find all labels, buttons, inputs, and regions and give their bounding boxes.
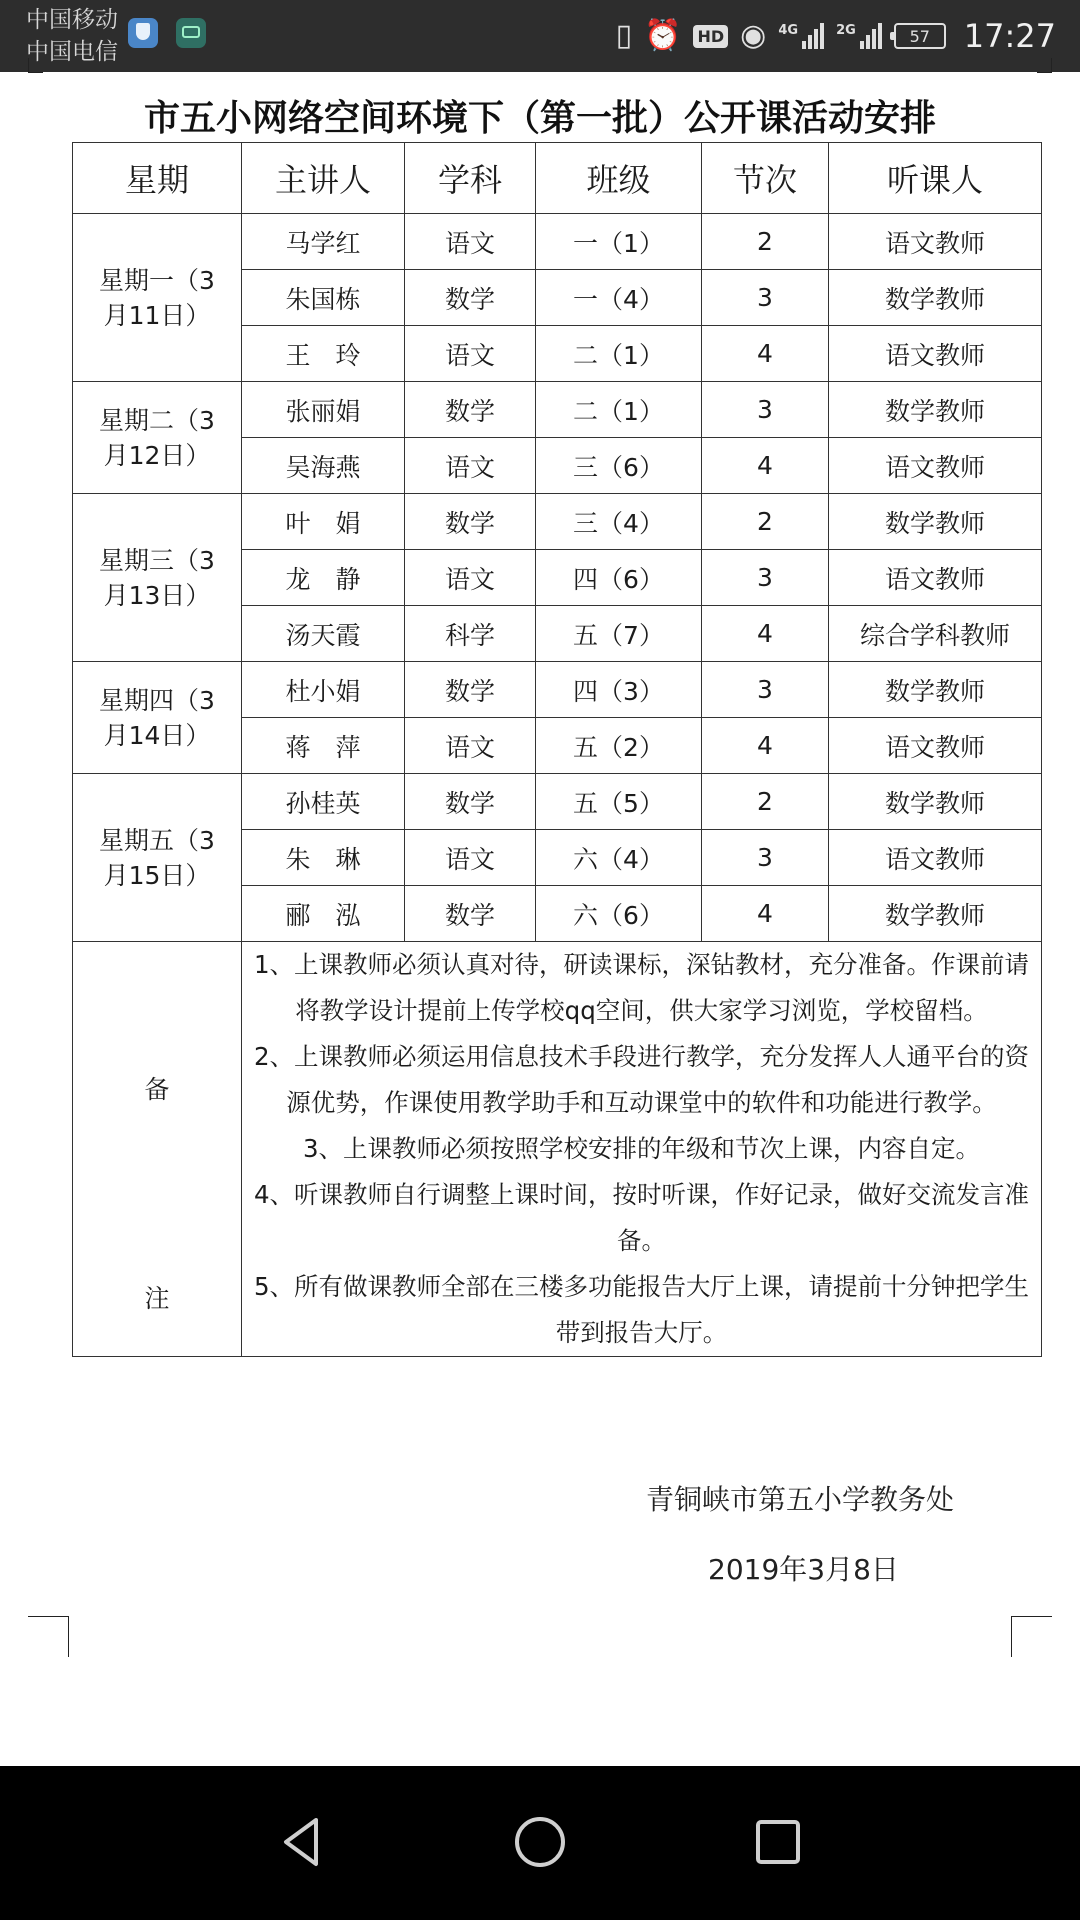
subject-cell: 语文 (405, 550, 536, 606)
audience-cell: 语文教师 (829, 438, 1042, 494)
header-teacher: 主讲人 (242, 143, 405, 214)
teacher-cell: 朱国栋 (242, 270, 405, 326)
notes-body (242, 942, 1042, 1357)
teacher-cell: 郦 泓 (242, 886, 405, 942)
class-cell: 五（2） (536, 718, 702, 774)
audience-cell: 语文教师 (829, 550, 1042, 606)
header-class: 班级 (536, 143, 702, 214)
subject-cell: 数学 (405, 494, 536, 550)
class-cell: 二（1） (536, 382, 702, 438)
class-cell: 五（7） (536, 606, 702, 662)
header-period: 节次 (702, 143, 829, 214)
day-label: 星期五（3月15日） (99, 825, 215, 890)
back-icon (272, 1812, 332, 1872)
period-cell: 3 (702, 662, 829, 718)
subject-cell: 语文 (405, 830, 536, 886)
class-cell: 五（5） (536, 774, 702, 830)
class-cell: 三（4） (536, 494, 702, 550)
header-subject: 学科 (405, 143, 536, 214)
carrier-1: 中国移动 (26, 7, 118, 33)
period-cell: 3 (702, 550, 829, 606)
notes-label-cell (73, 942, 242, 1357)
period-cell: 4 (702, 326, 829, 382)
home-icon (510, 1812, 570, 1872)
status-clock: 17:27 (963, 17, 1056, 55)
network-label-1: 4G (778, 23, 799, 38)
day-label: 星期三（3月13日） (99, 545, 215, 610)
table-row (73, 382, 1042, 438)
day-monday (73, 214, 242, 382)
teacher-cell: 马学红 (242, 214, 405, 270)
audience-cell: 综合学科教师 (829, 606, 1042, 662)
subject-cell: 数学 (405, 270, 536, 326)
day-label: 星期四（3月14日） (99, 685, 215, 750)
audience-cell: 语文教师 (829, 214, 1042, 270)
class-cell: 二（1） (536, 326, 702, 382)
class-cell: 一（1） (536, 214, 702, 270)
signal-2g-icon (836, 23, 882, 49)
crop-mark-top-right (1037, 58, 1052, 73)
table-header-row (73, 143, 1042, 214)
period-cell: 2 (702, 774, 829, 830)
class-cell: 六（4） (536, 830, 702, 886)
recent-apps-icon (748, 1812, 808, 1872)
schedule-table (72, 142, 1042, 1357)
vibrate-icon: ▯ (615, 18, 633, 53)
audience-cell: 语文教师 (829, 326, 1042, 382)
period-cell: 4 (702, 718, 829, 774)
period-cell: 4 (702, 606, 829, 662)
teacher-cell: 孙桂英 (242, 774, 405, 830)
alarm-icon: ⏰ (644, 18, 682, 53)
audience-cell: 语文教师 (829, 830, 1042, 886)
subject-cell: 科学 (405, 606, 536, 662)
audience-cell: 数学教师 (829, 662, 1042, 718)
network-label-2: 2G (836, 23, 856, 38)
header-audience: 听课人 (829, 143, 1042, 214)
class-cell: 四（3） (536, 662, 702, 718)
class-cell: 三（6） (536, 438, 702, 494)
subject-cell: 数学 (405, 382, 536, 438)
note-item: 4、听课教师自行调整上课时间，按时听课，作好记录，做好交流发言准备。 (253, 1180, 1030, 1255)
status-indicators (616, 0, 1056, 72)
day-wednesday (73, 494, 242, 662)
subject-cell: 语文 (405, 438, 536, 494)
period-cell: 2 (702, 494, 829, 550)
class-cell: 四（6） (536, 550, 702, 606)
period-cell: 3 (702, 830, 829, 886)
teacher-cell: 龙 静 (242, 550, 405, 606)
status-bar (0, 0, 1080, 72)
audience-cell: 数学教师 (829, 382, 1042, 438)
teacher-cell: 叶 娟 (242, 494, 405, 550)
security-shield-icon (128, 18, 158, 48)
table-row (73, 662, 1042, 718)
period-cell: 4 (702, 438, 829, 494)
day-label: 星期一（3月11日） (99, 265, 215, 330)
footer-organization: 青铜峡市第五小学教务处 (646, 1483, 955, 1516)
header-weekday: 星期 (73, 143, 242, 214)
day-tuesday (73, 382, 242, 494)
signal-4g-icon (778, 23, 824, 49)
day-friday (73, 774, 242, 942)
subject-cell: 数学 (405, 886, 536, 942)
table-row (73, 494, 1042, 550)
audience-cell: 数学教师 (829, 494, 1042, 550)
subject-cell: 语文 (405, 718, 536, 774)
crop-mark-bottom-left (28, 1616, 69, 1657)
class-cell: 六（6） (536, 886, 702, 942)
teacher-cell: 杜小娟 (242, 662, 405, 718)
notes-row (73, 942, 1042, 1357)
period-cell: 3 (702, 382, 829, 438)
period-cell: 3 (702, 270, 829, 326)
audience-cell: 数学教师 (829, 774, 1042, 830)
note-item: 2、上课教师必须运用信息技术手段进行教学，充分发挥人人通平台的资源优势，作课使用教学助手和互动课堂中的软件和功能进行教学。 (253, 1042, 1030, 1117)
footer-date: 2019年3月8日 (708, 1553, 899, 1586)
table-row (73, 214, 1042, 270)
navigation-bar (0, 1766, 1080, 1920)
crop-mark-top-left (28, 58, 43, 73)
hd-icon: HD (693, 25, 728, 48)
note-item: 5、所有做课教师全部在三楼多功能报告大厅上课，请提前十分钟把学生带到报告大厅。 (253, 1272, 1030, 1347)
carrier-2: 中国电信 (26, 39, 118, 65)
subject-cell: 语文 (405, 214, 536, 270)
notes-label-char-1: 备 (144, 1075, 170, 1104)
battery-level: 57 (909, 26, 930, 46)
subject-cell: 数学 (405, 662, 536, 718)
document-title: 市五小网络空间环境下（第一批）公开课活动安排 (143, 98, 936, 139)
back-button[interactable] (272, 1812, 332, 1872)
teacher-cell: 王 玲 (242, 326, 405, 382)
teacher-cell: 朱 琳 (242, 830, 405, 886)
notes-label-char-2: 注 (144, 1284, 170, 1313)
table-row (73, 774, 1042, 830)
day-thursday (73, 662, 242, 774)
period-cell: 2 (702, 214, 829, 270)
note-item: 1、上课教师必须认真对待，研读课标，深钻教材，充分准备。作课前请将教学设计提前上传学校qq空间，供大家学习浏览，学校留档。 (253, 950, 1030, 1025)
message-app-icon (176, 18, 206, 48)
note-item: 3、上课教师必须按照学校安排的年级和节次上课，内容自定。 (302, 1134, 981, 1163)
subject-cell: 语文 (405, 326, 536, 382)
period-cell: 4 (702, 886, 829, 942)
teacher-cell: 汤天霞 (242, 606, 405, 662)
audience-cell: 数学教师 (829, 270, 1042, 326)
teacher-cell: 吴海燕 (242, 438, 405, 494)
crop-mark-bottom-right (1011, 1616, 1052, 1657)
class-cell: 一（4） (536, 270, 702, 326)
battery-icon (894, 23, 946, 49)
teacher-cell: 张丽娟 (242, 382, 405, 438)
day-label: 星期二（3月12日） (99, 405, 215, 470)
home-button[interactable] (510, 1812, 570, 1872)
eye-comfort-icon: ◉ (740, 18, 767, 53)
teacher-cell: 蒋 萍 (242, 718, 405, 774)
audience-cell: 数学教师 (829, 886, 1042, 942)
audience-cell: 语文教师 (829, 718, 1042, 774)
recent-apps-button[interactable] (748, 1812, 808, 1872)
subject-cell: 数学 (405, 774, 536, 830)
